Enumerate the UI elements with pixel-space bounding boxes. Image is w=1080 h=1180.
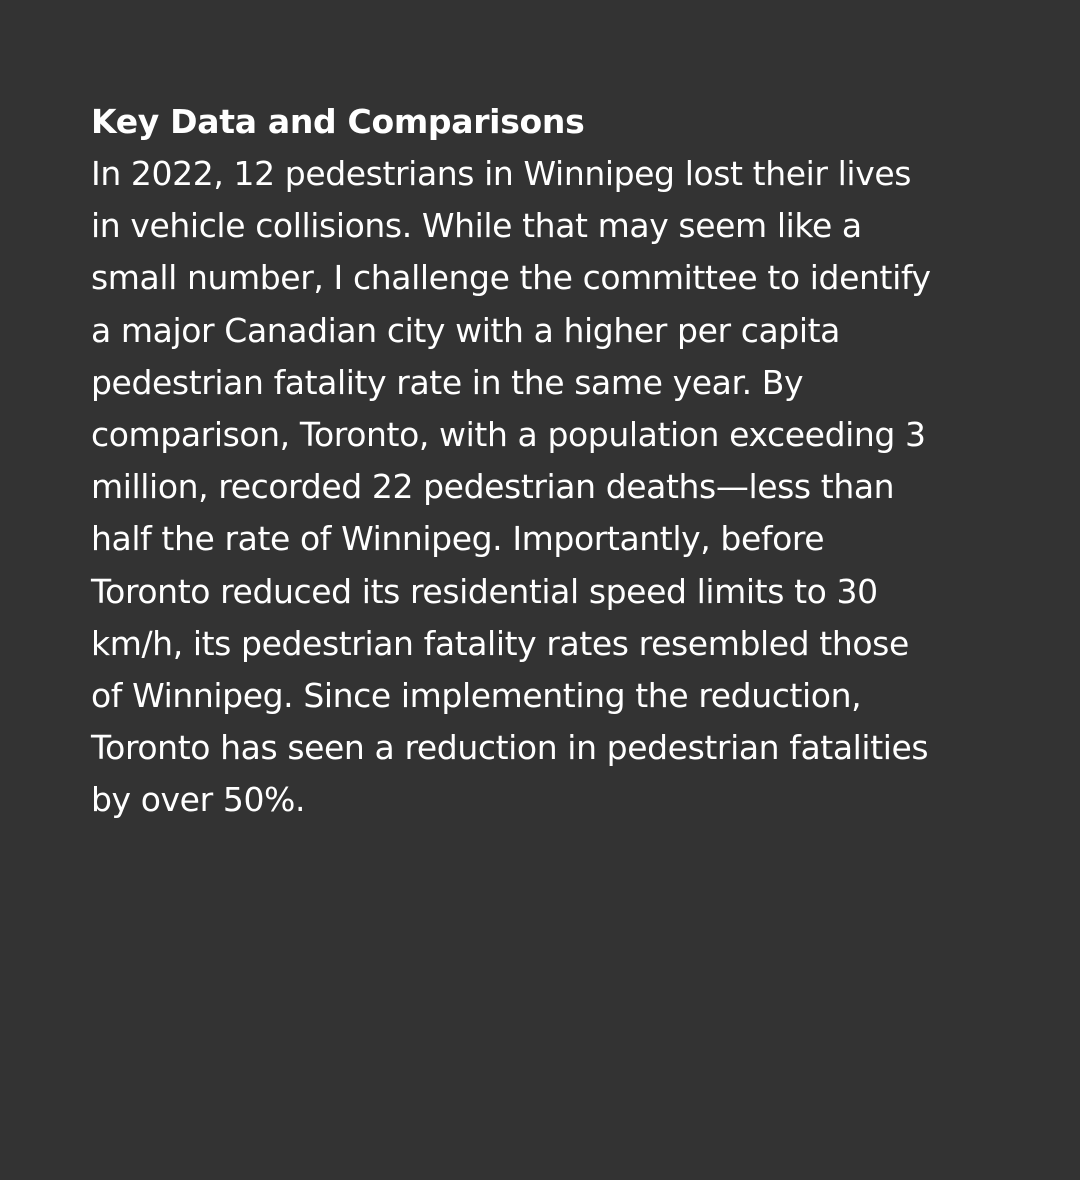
- paragraph-line: comparison, Toronto, with a population exceeding 3: [91, 415, 926, 455]
- paragraph-line: In 2022, 12 pedestrians in Winnipeg lost their lives: [91, 154, 912, 193]
- section-heading: Key Data and Comparisons: [91, 102, 585, 141]
- paragraph-line: small number, I challenge the committee to identify: [91, 258, 931, 298]
- paragraph-line: km/h, its pedestrian fatality rates resembled those: [91, 623, 909, 663]
- body-paragraph: [91, 148, 1001, 827]
- paragraph-line: half the rate of Winnipeg. Importantly, before: [91, 519, 825, 559]
- paragraph-line: pedestrian fatality rate in the same year. By: [91, 362, 804, 402]
- paragraph-line: by over 50%.: [91, 780, 306, 820]
- paragraph-line: Toronto has seen a reduction in pedestrian fatalities: [91, 728, 929, 768]
- paragraph-line: a major Canadian city with a higher per capita: [91, 310, 840, 350]
- paragraph-line: Toronto reduced its residential speed limits to 30: [91, 571, 878, 611]
- paragraph-line: of Winnipeg. Since implementing the reduction,: [91, 676, 862, 716]
- paragraph-line: million, recorded 22 pedestrian deaths—less than: [91, 467, 895, 507]
- text-block: [91, 96, 1001, 827]
- paragraph-line: in vehicle collisions. While that may seem like a: [91, 206, 862, 246]
